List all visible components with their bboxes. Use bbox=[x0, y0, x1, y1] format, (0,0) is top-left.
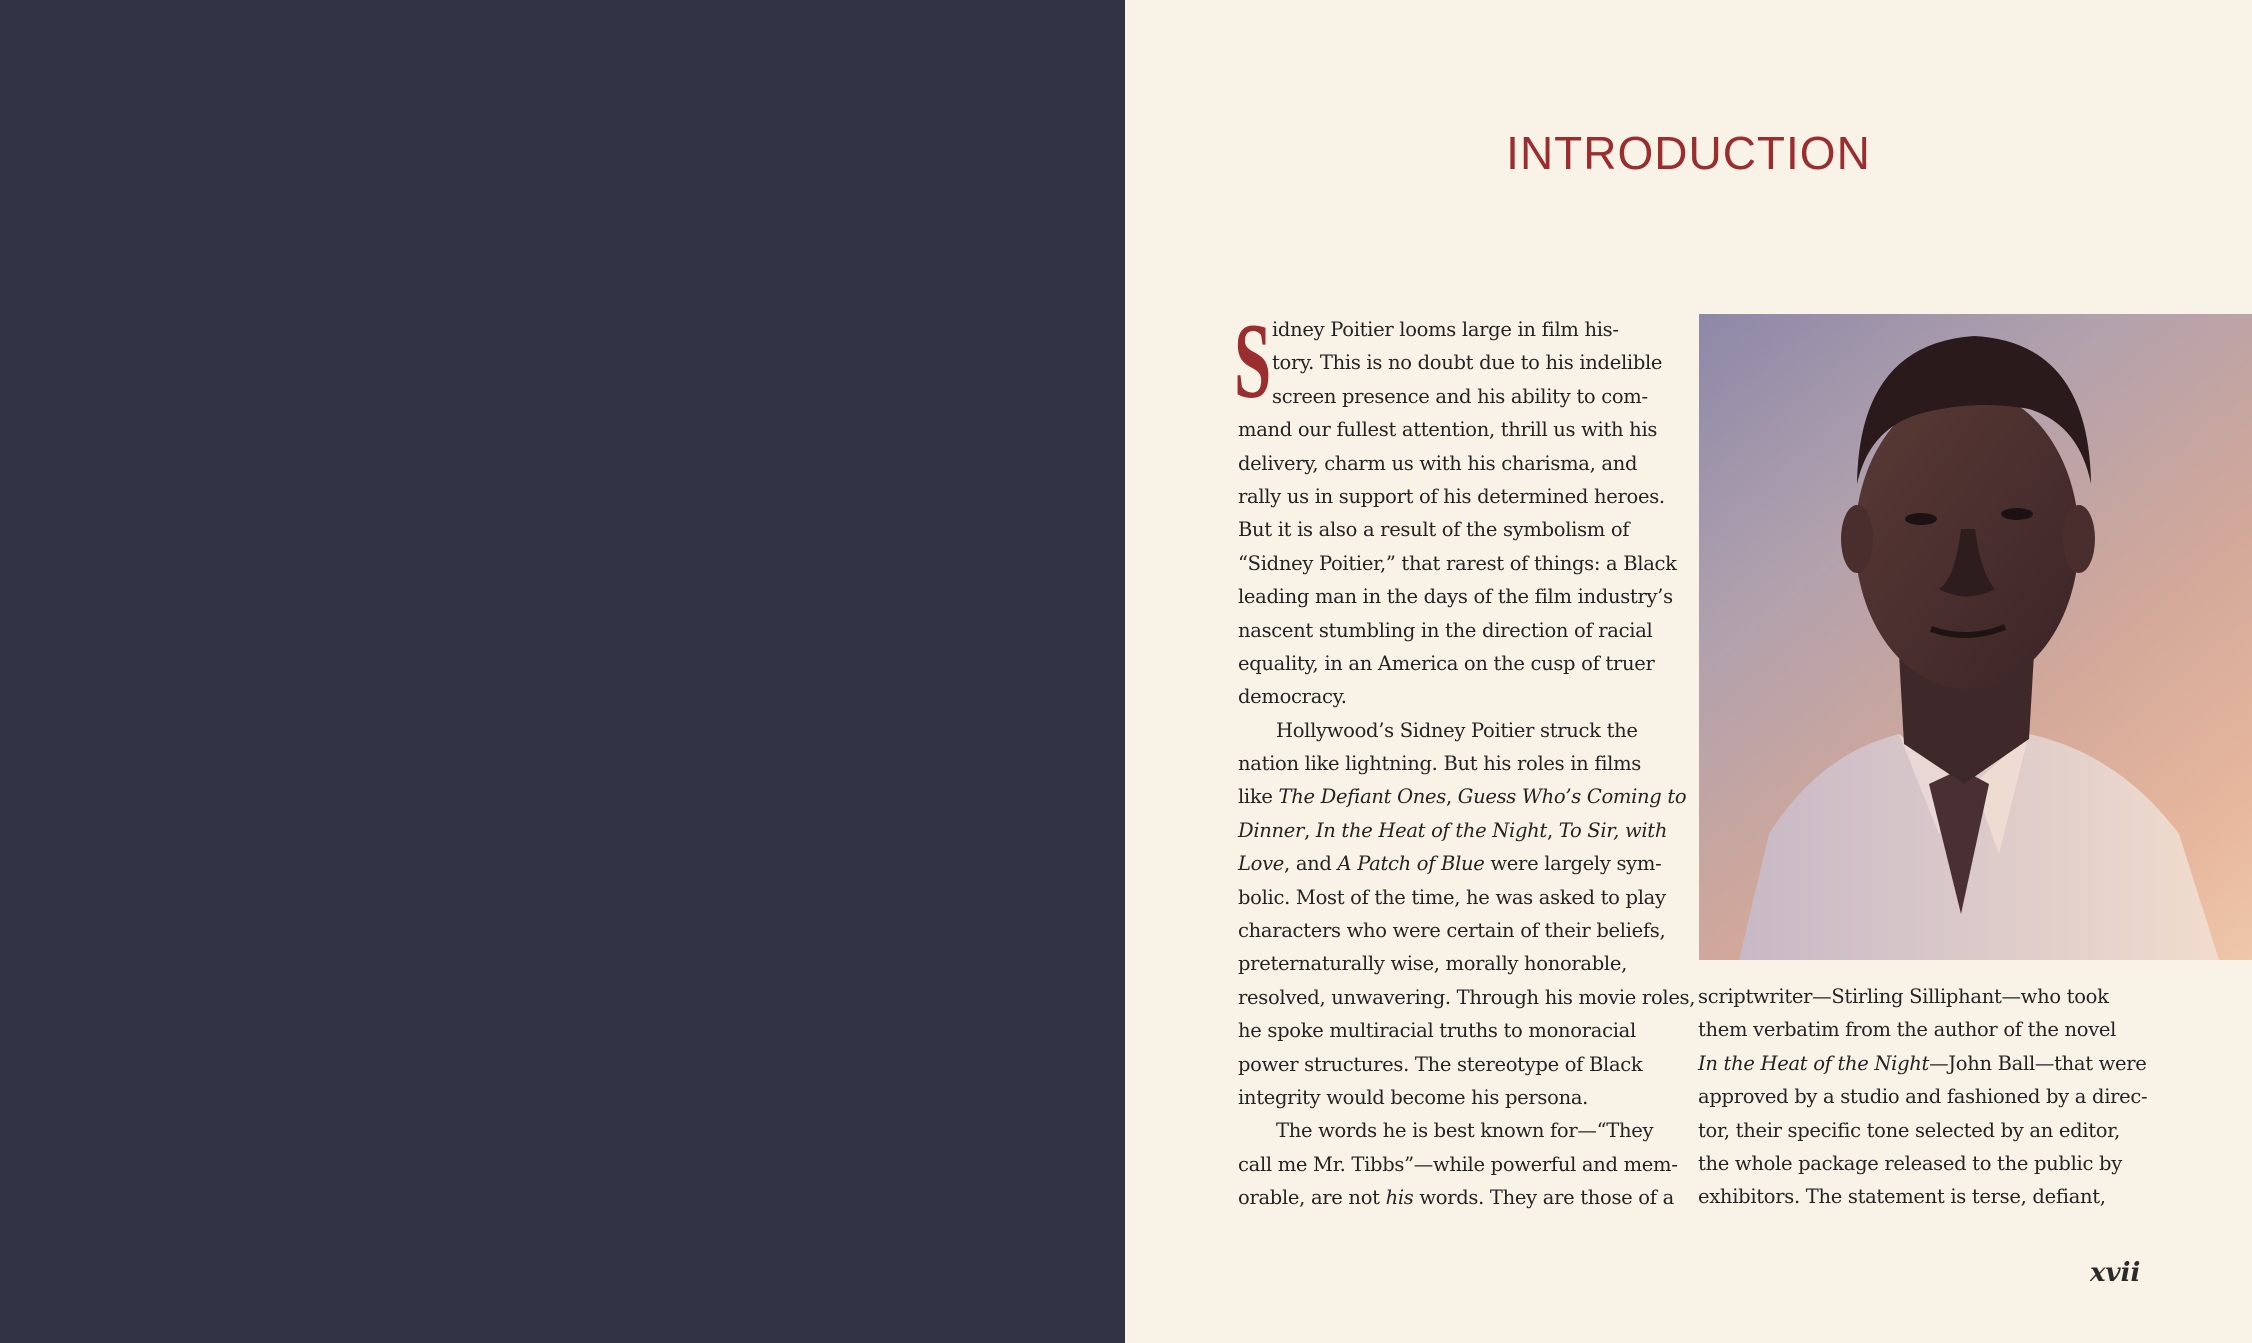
text-line: call me Mr. Tibbs”—while powerful and mem- bbox=[1238, 1152, 1678, 1176]
page-number: xvii bbox=[2090, 1258, 2141, 1288]
text-line: The words he is best known for—“They bbox=[1276, 1119, 1654, 1143]
text-line: tor, their specific tone selected by an editor, bbox=[1698, 1118, 2120, 1142]
drop-cap: S bbox=[1234, 302, 1272, 421]
text-line: idney Poitier looms large in film his- bbox=[1272, 318, 1619, 341]
text-line: orable, are not his words. They are those of a bbox=[1238, 1186, 1674, 1210]
text-line: approved by a studio and fashioned by a direc- bbox=[1698, 1085, 2148, 1109]
text-line: In the Heat of the Night—John Ball—that were bbox=[1698, 1051, 2147, 1075]
film-title: Guess Who’s Coming to bbox=[1457, 785, 1687, 809]
film-title: Love bbox=[1238, 852, 1285, 876]
text-line: nation like lightning. But his roles in films bbox=[1238, 752, 1642, 776]
left-blank-page bbox=[0, 0, 1125, 1343]
film-title: In the Heat of the Night bbox=[1698, 1051, 1930, 1075]
text-line: bolic. Most of the time, he was asked to play bbox=[1238, 885, 1666, 909]
text-line: exhibitors. The statement is terse, defiant, bbox=[1698, 1185, 2106, 1209]
text-line: Dinner, In the Heat of the Night, To Sir, with bbox=[1238, 818, 1668, 842]
film-title: Dinner bbox=[1238, 818, 1305, 842]
text-line: integrity would become his persona. bbox=[1238, 1085, 1589, 1109]
film-title: The Defiant Ones bbox=[1278, 785, 1446, 809]
text-line: the whole package released to the public by bbox=[1698, 1151, 2122, 1175]
text-line: Hollywood’s Sidney Poitier struck the bbox=[1276, 718, 1638, 742]
text-line: resolved, unwavering. Through his movie roles, bbox=[1238, 985, 1696, 1009]
text-line: rally us in support of his determined heroes. bbox=[1238, 484, 1665, 508]
emphasis: his bbox=[1385, 1186, 1414, 1210]
text-line: equality, in an America on the cusp of truer bbox=[1238, 651, 1655, 675]
text-line: power structures. The stereotype of Black bbox=[1238, 1052, 1643, 1076]
text-line: mand our fullest attention, thrill us with his bbox=[1238, 418, 1658, 442]
text-line: preternaturally wise, morally honorable, bbox=[1238, 952, 1627, 976]
text-line: them verbatim from the author of the novel bbox=[1698, 1018, 2117, 1042]
text-line: like The Defiant Ones, Guess Who’s Coming to bbox=[1238, 785, 1687, 809]
film-title: A Patch of Blue bbox=[1337, 852, 1485, 876]
film-title: To Sir, with bbox=[1558, 818, 1668, 842]
text-line: But it is also a result of the symbolism of bbox=[1238, 518, 1630, 542]
text-line: characters who were certain of their beliefs, bbox=[1238, 919, 1666, 943]
text-line: Love, and A Patch of Blue were largely sym- bbox=[1238, 852, 1662, 876]
text-line: screen presence and his ability to com- bbox=[1272, 384, 1648, 408]
chapter-heading: INTRODUCTION bbox=[1506, 127, 1871, 179]
text-line: he spoke multiracial truths to monoracial bbox=[1238, 1019, 1636, 1043]
body-column-left bbox=[1238, 313, 1696, 1215]
portrait-photo bbox=[1699, 314, 2252, 960]
body-column-right bbox=[1698, 980, 2148, 1214]
text-line: leading man in the days of the film industry’s bbox=[1238, 585, 1673, 609]
text-line: democracy. bbox=[1238, 685, 1347, 709]
film-title: In the Heat of the Night bbox=[1315, 818, 1547, 842]
text-line: scriptwriter—Stirling Silliphant—who took bbox=[1698, 985, 2109, 1008]
text-line: delivery, charm us with his charisma, and bbox=[1238, 451, 1638, 475]
text-line: tory. This is no doubt due to his indelible bbox=[1272, 351, 1663, 375]
text-line: nascent stumbling in the direction of racial bbox=[1238, 618, 1653, 642]
text-line: “Sidney Poitier,” that rarest of things: a Black bbox=[1238, 551, 1677, 575]
